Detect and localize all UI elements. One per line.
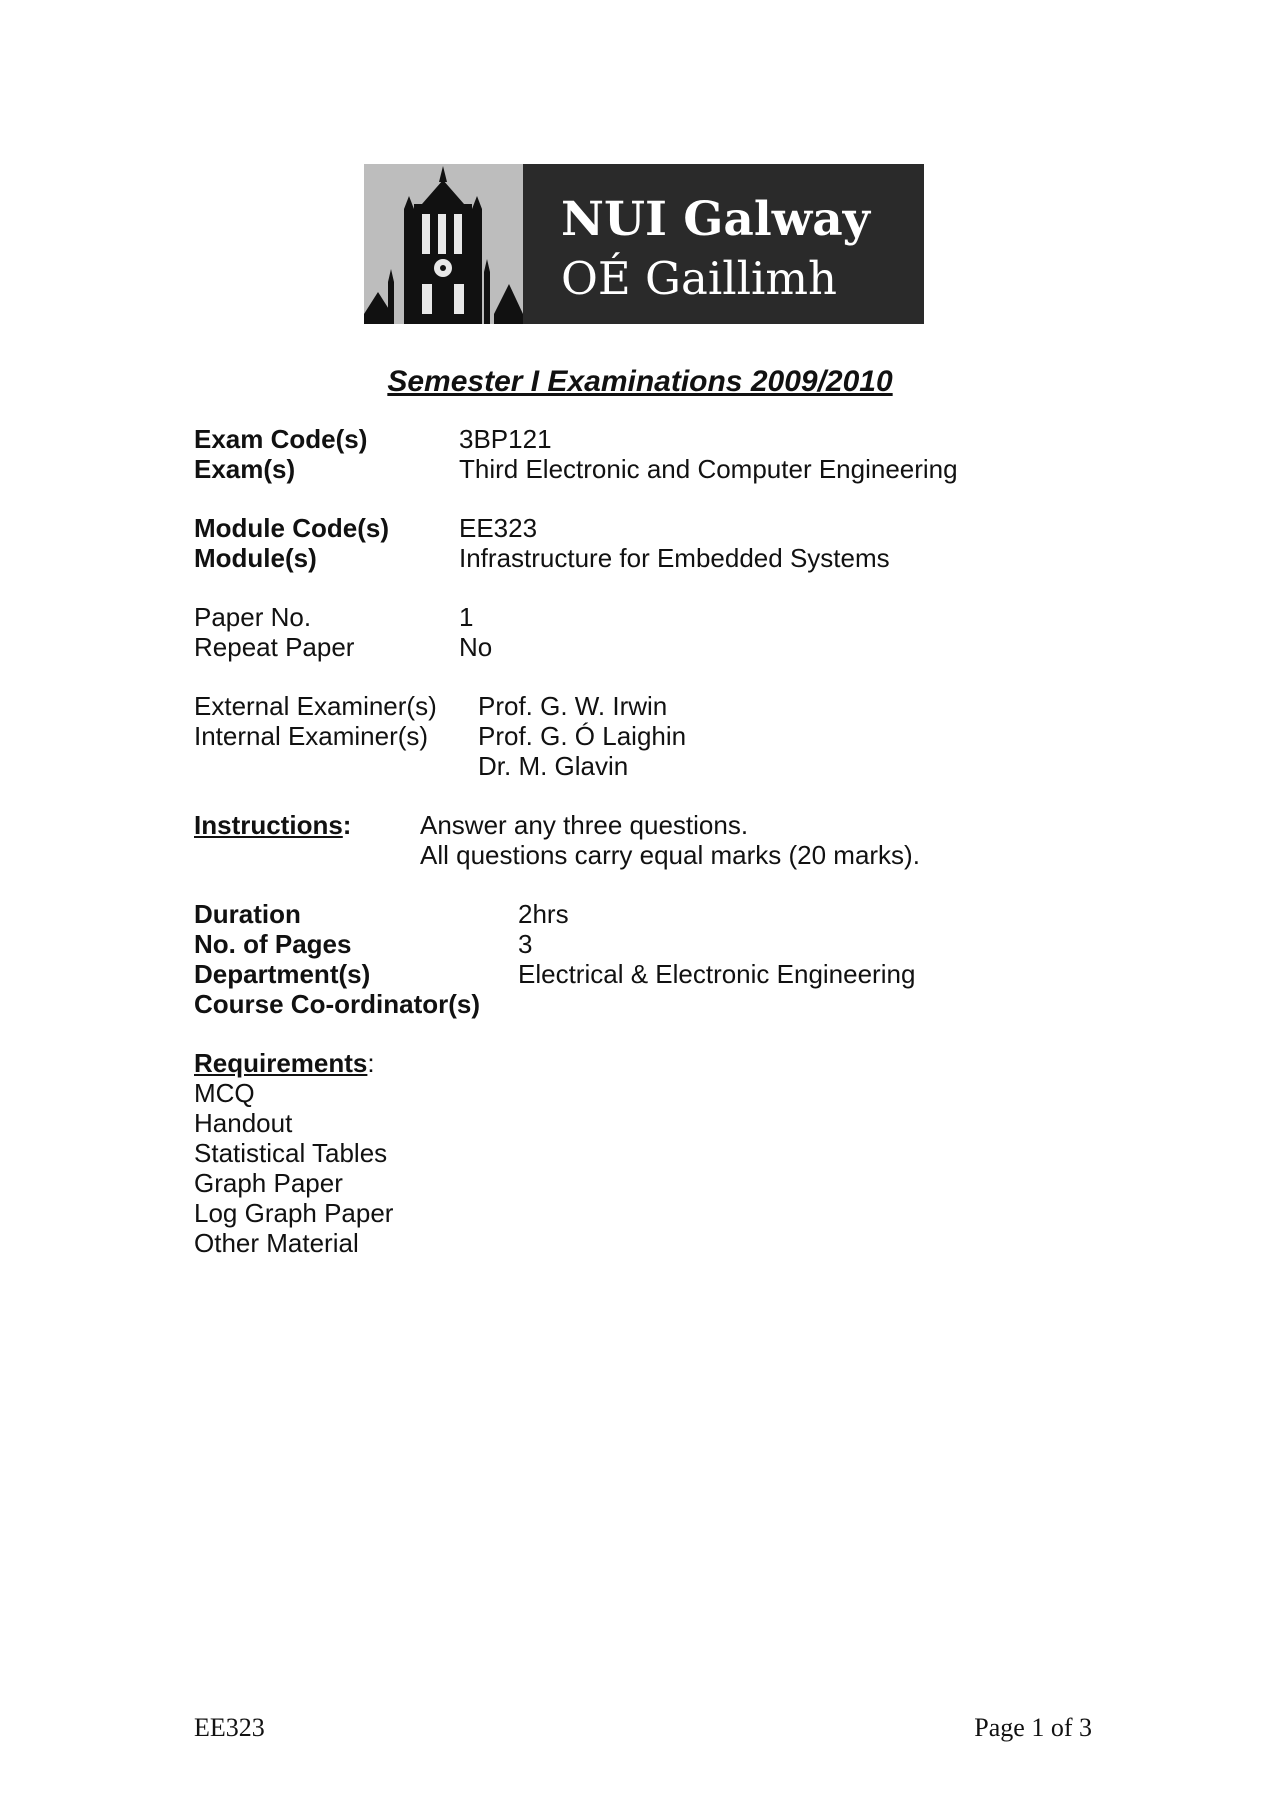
page-title: Semester I Examinations 2009/2010 — [387, 365, 893, 398]
repeat-paper-label: Repeat Paper — [194, 632, 355, 662]
requirement-item: MCQ — [194, 1078, 255, 1108]
exam-name-label: Exam(s) — [194, 454, 296, 484]
instructions-colon: : — [342, 810, 352, 840]
requirement-item: Graph Paper — [194, 1168, 343, 1198]
coordinator-label: Course Co-ordinator(s) — [194, 989, 480, 1019]
paper-no-label: Paper No. — [194, 602, 312, 632]
requirements-label-text: Requirements — [194, 1048, 368, 1078]
module-code-value: EE323 — [459, 513, 538, 543]
instruction-line: Answer any three questions. — [420, 810, 749, 840]
logo-irish-name: OÉ Gaillimh — [561, 252, 838, 305]
requirement-item: Statistical Tables — [194, 1138, 388, 1168]
pages-value: 3 — [518, 929, 533, 959]
requirement-item: Handout — [194, 1108, 293, 1138]
requirements-colon: : — [367, 1048, 375, 1078]
clock-tower-icon — [364, 164, 523, 324]
external-examiner-value: Prof. G. W. Irwin — [478, 691, 668, 721]
requirement-item: Log Graph Paper — [194, 1198, 394, 1228]
requirements-label — [194, 1048, 375, 1079]
internal-examiner-value: Prof. G. Ó Laighin — [478, 721, 687, 751]
internal-examiner-label: Internal Examiner(s) — [194, 721, 429, 751]
department-value: Electrical & Electronic Engineering — [518, 959, 916, 989]
department-label: Department(s) — [194, 959, 371, 989]
pages-label: No. of Pages — [194, 929, 352, 959]
duration-value: 2hrs — [518, 899, 569, 929]
paper-no-value: 1 — [459, 602, 474, 632]
internal-examiner-value: Dr. M. Glavin — [478, 751, 629, 781]
module-name-value: Infrastructure for Embedded Systems — [459, 543, 890, 573]
module-code-label: Module Code(s) — [194, 513, 389, 543]
instruction-line: All questions carry equal marks (20 marks). — [420, 840, 920, 870]
external-examiner-label: External Examiner(s) — [194, 691, 437, 721]
exam-code-label: Exam Code(s) — [194, 424, 368, 454]
duration-label: Duration — [194, 899, 301, 929]
clock-tower-image — [364, 164, 523, 324]
footer-module-code: EE323 — [194, 1713, 265, 1742]
logo-wordmark — [523, 164, 924, 324]
module-name-label: Module(s) — [194, 543, 317, 573]
university-logo — [364, 164, 924, 324]
footer-page-number: Page 1 of 3 — [974, 1713, 1092, 1742]
instructions-label-text: Instructions — [194, 810, 343, 840]
exam-code-value: 3BP121 — [459, 424, 552, 454]
requirement-item: Other Material — [194, 1228, 359, 1258]
logo-english-name: NUI Galway — [561, 192, 870, 247]
exam-name-value: Third Electronic and Computer Engineering — [459, 454, 958, 484]
instructions-label — [194, 810, 351, 841]
repeat-paper-value: No — [459, 632, 493, 662]
